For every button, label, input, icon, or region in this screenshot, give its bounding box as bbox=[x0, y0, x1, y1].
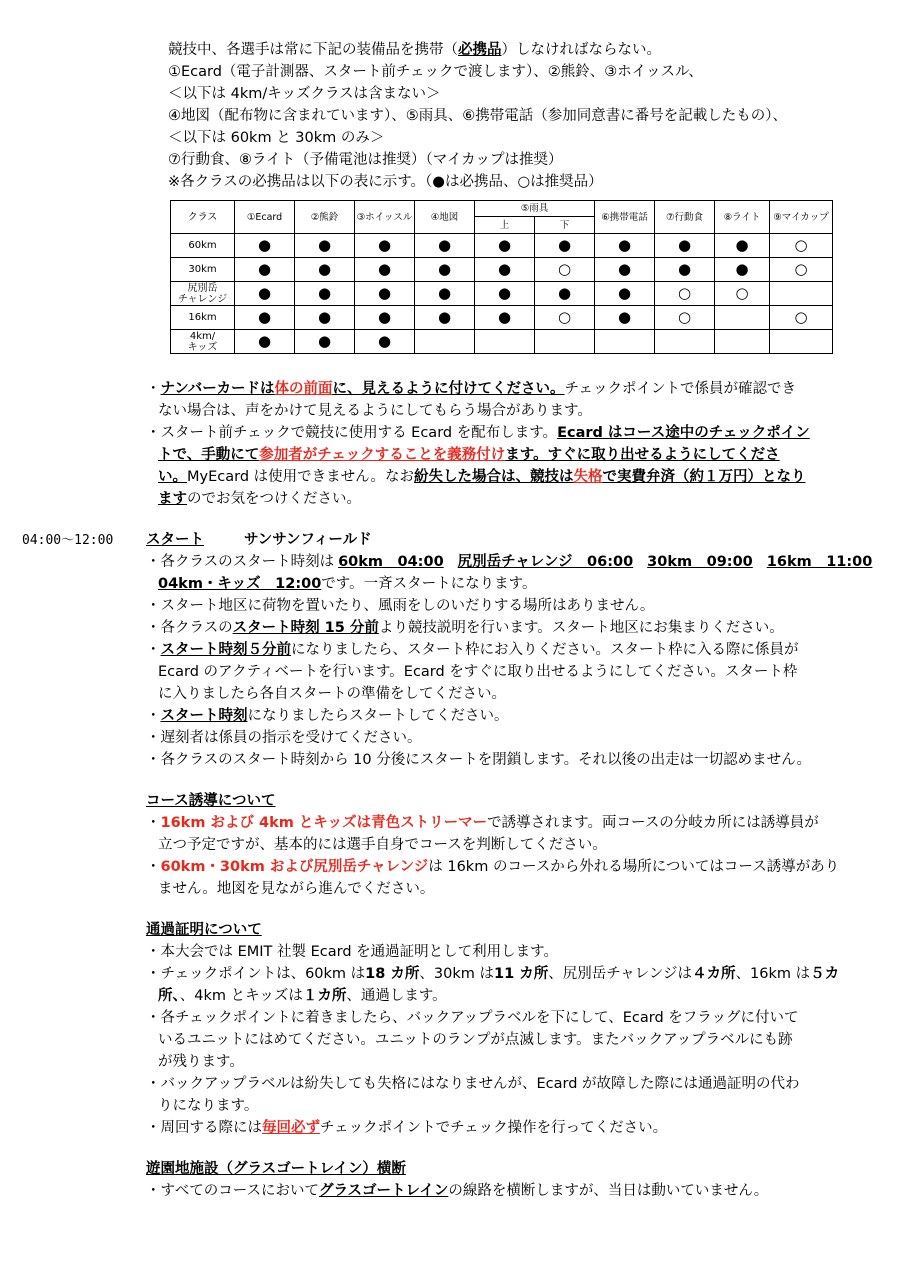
recommended-mark: ○ bbox=[794, 260, 808, 278]
required-mark: ● bbox=[557, 236, 572, 254]
pass-note-5: ・周回する際には毎回必ずチェックポイントでチェック操作を行ってください。 bbox=[146, 1120, 668, 1136]
intro-line-3: ＜以下は 4km/キッズクラスは含まない＞ bbox=[168, 86, 441, 102]
required-mark: ● bbox=[617, 260, 632, 278]
park-heading: 遊園地施設（グラスゴートレイン）横断 bbox=[146, 1161, 406, 1177]
cell-cup bbox=[770, 306, 833, 330]
cell-ecard bbox=[235, 282, 295, 306]
row-class-name: 16km bbox=[171, 306, 235, 330]
cell-map bbox=[415, 258, 475, 282]
cell-food bbox=[655, 282, 715, 306]
cell-ecard bbox=[235, 306, 295, 330]
row-class-name: 30km bbox=[171, 258, 235, 282]
cell-cup bbox=[770, 282, 833, 306]
cell-phone bbox=[595, 330, 655, 354]
header-map: ④地図 bbox=[415, 201, 475, 234]
required-mark: ● bbox=[497, 284, 512, 302]
recommended-mark: ○ bbox=[677, 308, 692, 326]
pass-note-1: ・本大会では EMIT 社製 Ecard を通過証明として利用します。 bbox=[146, 944, 559, 960]
cell-phone bbox=[595, 234, 655, 258]
cell-rain-top bbox=[475, 306, 535, 330]
required-mark: ● bbox=[735, 260, 749, 278]
course-note-2b: ません。地図を見ながら進んでください。 bbox=[158, 881, 435, 897]
must-carry-label: 必携品 bbox=[458, 42, 502, 58]
pass-note-3b: いるユニットにはめてください。ユニットのランプが点滅します。またバックアップラベルにも跡 bbox=[158, 1032, 793, 1048]
intro-line-1: 競技中、各選手は常に下記の装備品を携帯（必携品）しなければならない。 bbox=[168, 42, 661, 58]
park-note-1: ・すべてのコースにおいてグラスゴートレインの線路を横断しますが、当日は動いていません。 bbox=[146, 1183, 769, 1199]
header-whistle: ③ホイッスル bbox=[355, 201, 415, 234]
cell-map bbox=[415, 330, 475, 354]
cell-phone bbox=[595, 258, 655, 282]
pass-note-3: ・各チェックポイントに着きましたら、バックアップラベルを下にして、Ecard をフラッグに付いて bbox=[146, 1010, 799, 1026]
start-times-2: 04km・キッズ 12:00です。一斉スタートになります。 bbox=[158, 576, 537, 592]
header-light: ⑧ライト bbox=[715, 201, 770, 234]
cell-bell bbox=[295, 258, 355, 282]
start-note-7: ・各クラスのスタート時刻から 10 分後にスタートを閉鎖します。それ以後の出走は一切認めません。 bbox=[146, 752, 811, 768]
required-mark: ● bbox=[317, 308, 332, 326]
start-note-4b: Ecard のアクティベートを行います。Ecard をすぐに取り出せるようにしてください。スタート枠 bbox=[158, 664, 798, 680]
recommended-mark: ○ bbox=[557, 308, 572, 326]
note-ecard-3: い。MyEcard は使用できません。なお紛失した場合は、競技は失格で実費弁済（約１万円）となり bbox=[158, 469, 806, 485]
required-mark: ● bbox=[557, 284, 572, 302]
note-ecard-4: ますのでお気をつけください。 bbox=[158, 491, 361, 507]
required-mark: ● bbox=[437, 284, 452, 302]
required-mark: ● bbox=[317, 236, 332, 254]
cell-ecard bbox=[235, 330, 295, 354]
required-mark: ● bbox=[377, 284, 392, 302]
cell-whistle bbox=[355, 330, 415, 354]
required-mark: ● bbox=[617, 308, 632, 326]
intro-line-5: ＜以下は 60km と 30km のみ＞ bbox=[168, 130, 385, 146]
cell-whistle bbox=[355, 306, 415, 330]
header-rain-top: 上 bbox=[475, 217, 535, 234]
header-class: クラス bbox=[171, 201, 235, 234]
required-mark: ● bbox=[257, 332, 272, 350]
cell-cup bbox=[770, 234, 833, 258]
course-note-1: ・16km および 4km とキッズは青色ストリーマーで誘導されます。両コースの分岐カ所には誘導員が bbox=[146, 815, 819, 831]
cell-whistle bbox=[355, 282, 415, 306]
cell-food bbox=[655, 234, 715, 258]
cell-map bbox=[415, 282, 475, 306]
required-mark: ● bbox=[257, 284, 272, 302]
required-mark: ● bbox=[377, 308, 392, 326]
pass-note-2: ・チェックポイントは、60km は18 カ所、30km は11 カ所、尻別岳チャレンジは４カ所、16km は５カ bbox=[146, 966, 840, 982]
cell-map bbox=[415, 234, 475, 258]
recommended-mark: ○ bbox=[735, 284, 749, 302]
note-number-card: ・ナンバーカードは体の前面に、見えるように付けてください。チェックポイントで係員が確認でき bbox=[146, 381, 797, 397]
start-times-1: ・各クラスのスタート時刻は 60km 04:00 尻別岳チャレンジ 06:00 30km 09:00 16km 11:00 bbox=[146, 554, 873, 570]
required-mark: ● bbox=[677, 236, 692, 254]
intro-line-6: ⑦行動食、⑧ライト（予備電池は推奨）（マイカップは推奨） bbox=[168, 152, 563, 168]
cell-rain-bottom bbox=[535, 282, 595, 306]
note-ecard-1: ・スタート前チェックで競技に使用する Ecard を配布します。Ecard はコース途中のチェックポイン bbox=[146, 425, 810, 441]
required-mark: ● bbox=[317, 284, 332, 302]
required-mark: ● bbox=[617, 284, 632, 302]
table-row bbox=[171, 282, 833, 306]
start-note-2: ・スタート地区に荷物を置いたり、風雨をしのいだりする場所はありません。 bbox=[146, 598, 655, 614]
cell-rain-top bbox=[475, 234, 535, 258]
pass-note-4: ・バックアップラベルは紛失しても失格にはなりませんが、Ecard が故障した際には通過証明の代わ bbox=[146, 1076, 800, 1092]
row-class-name: 4km/ キッズ bbox=[171, 330, 235, 354]
intro-line-2: ①Ecard（電子計測器、スタート前チェックで渡します）、②熊鈴、③ホイッスル、 bbox=[168, 64, 703, 80]
cell-bell bbox=[295, 330, 355, 354]
pass-note-2b: 所、、4km とキッズは１カ所、通過します。 bbox=[158, 988, 447, 1004]
intro-line-4: ④地図（配布物に含まれています）、⑤雨具、⑥携帯電話（参加同意書に番号を記載したもの）、 bbox=[168, 108, 787, 124]
cell-rain-bottom bbox=[535, 330, 595, 354]
cell-ecard bbox=[235, 258, 295, 282]
cell-rain-bottom bbox=[535, 234, 595, 258]
cell-bell bbox=[295, 306, 355, 330]
required-mark: ● bbox=[377, 332, 392, 350]
cell-light bbox=[715, 234, 770, 258]
cell-light bbox=[715, 282, 770, 306]
cell-light bbox=[715, 306, 770, 330]
cell-bell bbox=[295, 234, 355, 258]
start-time-range: 04:00〜12:00 bbox=[22, 533, 114, 548]
row-class-name: 60km bbox=[171, 234, 235, 258]
note-number-card-2: ない場合は、声をかけて見えるようにしてもらう場合があります。 bbox=[158, 403, 592, 419]
start-note-6: ・遅刻者は係員の指示を受けてください。 bbox=[146, 730, 422, 746]
required-mark: ● bbox=[497, 236, 512, 254]
cell-rain-bottom bbox=[535, 258, 595, 282]
cell-rain-top bbox=[475, 282, 535, 306]
required-mark: ● bbox=[317, 332, 332, 350]
cell-food bbox=[655, 258, 715, 282]
required-mark: ● bbox=[437, 308, 452, 326]
start-heading: スタート サンサンフィールド bbox=[146, 532, 372, 548]
recommended-mark: ○ bbox=[677, 284, 692, 302]
header-food: ⑦行動食 bbox=[655, 201, 715, 234]
cell-rain-top bbox=[475, 330, 535, 354]
cell-bell bbox=[295, 282, 355, 306]
course-heading: コース誘導について bbox=[146, 793, 276, 809]
required-mark: ● bbox=[257, 260, 272, 278]
course-note-2: ・60km・30km および尻別岳チャレンジは 16km のコースから外れる場所についてはコース誘導があり bbox=[146, 859, 840, 875]
header-phone: ⑥携帯電話 bbox=[595, 201, 655, 234]
cell-light bbox=[715, 258, 770, 282]
required-mark: ● bbox=[317, 260, 332, 278]
start-note-4: ・スタート時刻５分前になりましたら、スタート枠にお入りください。スタート枠に入る際に係員が bbox=[146, 642, 799, 658]
required-mark: ● bbox=[377, 236, 392, 254]
required-mark: ● bbox=[257, 236, 272, 254]
header-ecard: ①Ecard bbox=[235, 201, 295, 234]
pass-note-4b: りになります。 bbox=[158, 1098, 259, 1114]
required-mark: ● bbox=[617, 236, 632, 254]
required-mark: ● bbox=[257, 308, 272, 326]
cell-rain-bottom bbox=[535, 306, 595, 330]
recommended-mark: ○ bbox=[557, 260, 572, 278]
start-note-3: ・各クラスのスタート時刻 15 分前より競技説明を行います。スタート地区にお集まりください。 bbox=[146, 620, 784, 636]
table-row bbox=[171, 330, 833, 354]
header-rain-bottom: 下 bbox=[535, 217, 595, 234]
recommended-mark: ○ bbox=[794, 308, 808, 326]
required-mark: ● bbox=[437, 260, 452, 278]
header-bell: ②熊鈴 bbox=[295, 201, 355, 234]
cell-food bbox=[655, 306, 715, 330]
required-mark: ● bbox=[497, 308, 512, 326]
table-row bbox=[171, 306, 833, 330]
course-note-1b: 立つ予定ですが、基本的には選手自身でコースを判断してください。 bbox=[158, 837, 607, 853]
table-row bbox=[171, 234, 833, 258]
required-mark: ● bbox=[437, 236, 452, 254]
start-note-4c: に入りましたら各自スタートの準備をしてください。 bbox=[158, 686, 506, 702]
required-mark: ● bbox=[377, 260, 392, 278]
row-class-name: 尻別岳 チャレンジ bbox=[171, 282, 235, 306]
pass-heading: 通過証明について bbox=[146, 922, 262, 938]
required-mark: ● bbox=[497, 260, 512, 278]
header-rain-gear: ⑤雨具 bbox=[475, 201, 595, 217]
required-mark: ● bbox=[735, 236, 749, 254]
header-cup: ⑨マイカップ bbox=[770, 201, 833, 234]
cell-phone bbox=[595, 306, 655, 330]
cell-cup bbox=[770, 330, 833, 354]
table-row bbox=[171, 258, 833, 282]
cell-phone bbox=[595, 282, 655, 306]
start-note-5: ・スタート時刻になりましたらスタートしてください。 bbox=[146, 708, 509, 724]
pass-note-3c: が残ります。 bbox=[158, 1054, 244, 1070]
cell-ecard bbox=[235, 234, 295, 258]
cell-cup bbox=[770, 258, 833, 282]
cell-map bbox=[415, 306, 475, 330]
cell-whistle bbox=[355, 234, 415, 258]
equipment-table bbox=[170, 200, 833, 354]
intro-line-7: ※各クラスの必携品は以下の表に示す。（●は必携品、○は推奨品） bbox=[168, 174, 603, 190]
required-mark: ● bbox=[677, 260, 692, 278]
cell-whistle bbox=[355, 258, 415, 282]
cell-light bbox=[715, 330, 770, 354]
cell-rain-top bbox=[475, 258, 535, 282]
note-ecard-2: トで、手動にて参加者がチェックすることを義務付けます。すぐに取り出せるようにしてくださ bbox=[158, 447, 780, 463]
recommended-mark: ○ bbox=[794, 236, 808, 254]
cell-food bbox=[655, 330, 715, 354]
